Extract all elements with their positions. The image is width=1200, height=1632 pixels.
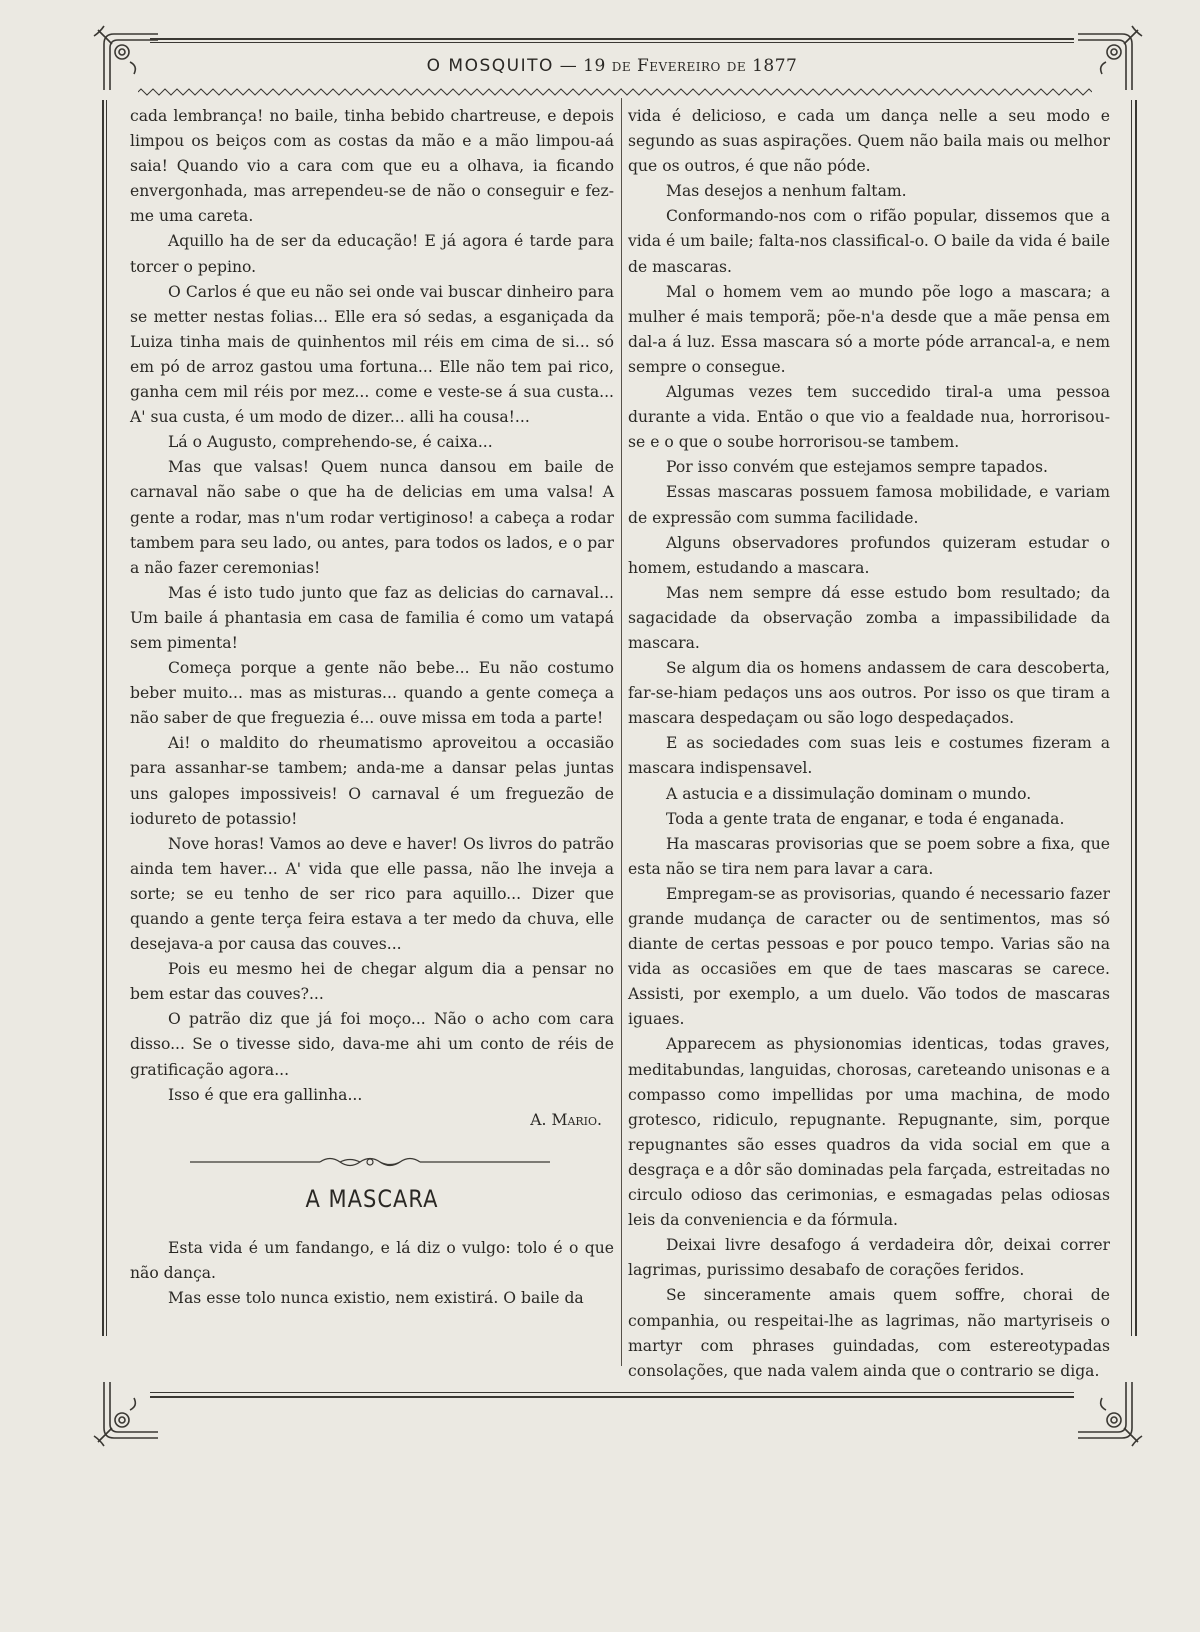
paragraph: Apparecem as physionomias identicas, todas graves, meditabundas, languidas, chorosas, careteando unisonas e a compasso como impellidas por uma machina, de modo grotesco, ridiculo, repugnante. Repugnante, sim, porque repugnantes são esses quadros da vida social em que a desgraça e a dôr são dominadas pela farçada, estreitadas no circulo odioso das cerimonias, e esmagadas pelas odiosas leis da conveniencia e da fórmula. xyxy=(628,1035,1110,1230)
border-left-inner xyxy=(106,100,107,1336)
paragraph: Toda a gente trata de enganar, e toda é enganada. xyxy=(666,809,1065,828)
paragraph: Lá o Augusto, comprehendo-se, é caixa... xyxy=(168,433,493,452)
paragraph: Alguns observadores profundos quizeram estudar o homem, estudando a mascara. xyxy=(628,533,1110,577)
border-right-inner xyxy=(1131,100,1132,1336)
paragraph: Ha mascaras provisorias que se poem sobre a fixa, que esta não se tira nem para lavar a cara. xyxy=(628,834,1110,878)
header-wavy-rule xyxy=(138,88,1092,96)
paragraph: Se sinceramente amais quem soffre, chorai de companhia, ou respeitai-lhe as lagrimas, não martyriseis o martyr com phrases guindadas, com estereotypadas consolações, que nada valem ainda que o contrario se diga. xyxy=(628,1286,1110,1380)
border-bottom xyxy=(150,1396,1074,1398)
border-left xyxy=(102,100,104,1336)
paragraph: Isso é que era gallinha... xyxy=(168,1085,363,1104)
masthead-title: O MOSQUITO xyxy=(426,56,554,76)
paragraph: O patrão diz que já foi moço... Não o acho com cara disso... Se o tivesse sido, dava-me ahi um conto de réis de gratificação agora... xyxy=(130,1010,614,1079)
corner-ornament-top-right xyxy=(1076,22,1146,92)
paragraph: E as sociedades com suas leis e costumes fizeram a mascara indispensavel. xyxy=(628,734,1110,778)
paragraph: Mal o homem vem ao mundo põe logo a mascara; a mulher é mais temporã; põe-n'a desde que a mãe pensa em dal-a á luz. Essa mascara só a morte póde arrancal-a, e nem sempre o consegue. xyxy=(628,282,1110,376)
paragraph: Conformando-nos com o rifão popular, dissemos que a vida é um baile; falta-nos classifical-o. O baile da vida é baile de mascaras. xyxy=(628,207,1110,276)
right-column xyxy=(628,104,1110,1384)
column-divider xyxy=(621,98,622,1366)
header-separator: — xyxy=(559,56,578,76)
header-date: de Fevereiro de 1877 xyxy=(611,56,798,76)
paragraph: Ai! o maldito do rheumatismo aproveitou a occasião para assanhar-se tambem; anda-me a dansar pelas juntas uns galopes impossiveis! O carnaval é um freguezão de iodureto de potassio! xyxy=(130,734,614,828)
paragraph: Deixai livre desafogo á verdadeira dôr, deixai correr lagrimas, purissimo desabafo de corações feridos. xyxy=(628,1236,1110,1280)
author-signature: A. Mario. xyxy=(530,1110,602,1129)
paragraph: Se algum dia os homens andassem de cara descoberta, far-se-hiam pedaços uns aos outros. Por isso os que tiram a mascara despedaçam ou são logo despedaçados. xyxy=(628,659,1110,728)
article-title: A MASCARA xyxy=(305,1184,439,1213)
paragraph: Mas nem sempre dá esse estudo bom resultado; da sagacidade da observação zomba a impassibilidade da mascara. xyxy=(628,583,1110,652)
border-top-inner xyxy=(150,42,1074,43)
article-paragraphs xyxy=(130,1236,614,1311)
paragraph: Aquillo ha de ser da educação! E já agora é tarde para torcer o pepino. xyxy=(130,232,614,276)
header-day: 19 xyxy=(583,56,606,76)
paragraph: Mas desejos a nenhum faltam. xyxy=(666,182,907,201)
paragraph: cada lembrança! no baile, tinha bebido chartreuse, e depois limpou os beiços com as costas da mão e a mão limpou-aá saia! Quando vio a cara com que eu a olhava, ia ficando envergonhada, mas arrependeu-se de não o conseguir e fez-me uma careta. xyxy=(130,107,614,226)
paragraph: O Carlos é que eu não sei onde vai buscar dinheiro para se metter nestas folias... Elle era só sedas, a esganiçada da Luiza tinha mais de quinhentos mil réis em cima de si... só em pó de arroz gastou uma fortuna... Elle não tem pai rico, ganha cem mil réis por mez... come e veste-se á sua custa... A' sua custa, é um modo de dizer... alli ha cousa!... xyxy=(130,282,614,427)
right-paragraphs xyxy=(628,104,1110,1384)
paragraph: Esta vida é um fandango, e lá diz o vulgo: tolo é o que não dança. xyxy=(130,1238,614,1283)
left-column xyxy=(130,104,614,1311)
border-bottom-inner xyxy=(150,1392,1074,1393)
corner-ornament-bottom-left xyxy=(90,1380,160,1450)
paragraph: A astucia e a dissimulação dominam o mundo. xyxy=(666,784,1032,803)
paragraph: Começa porque a gente não bebe... Eu não costumo beber muito... mas as misturas... quando a gente começa a não saber de que freguezia é... ouve missa em toda a parte! xyxy=(130,659,614,728)
paragraph: Mas que valsas! Quem nunca dansou em baile de carnaval não sabe o que ha de delicias em uma valsa! A gente a rodar, mas n'um rodar vertiginoso! a cabeça a rodar tambem para seu lado, ou antes, para todos os lados, e o par a não fazer ceremonias! xyxy=(130,458,614,577)
section-ornament xyxy=(130,1133,614,1183)
paragraph: Mas é isto tudo junto que faz as delicias do carnaval... Um baile á phantasia em casa de familia é como um vatapá sem pimenta! xyxy=(130,583,614,652)
paragraph: Essas mascaras possuem famosa mobilidade, e variam de expressão com summa facilidade. xyxy=(628,483,1110,527)
border-right xyxy=(1135,100,1137,1336)
border-top xyxy=(150,38,1074,40)
paragraph: Por isso convém que estejamos sempre tapados. xyxy=(666,458,1048,477)
page-header xyxy=(150,56,1074,76)
paragraph: vida é delicioso, e cada um dança nelle a seu modo e segundo as suas aspirações. Quem não baila mais ou melhor que os outros, é que não póde. xyxy=(628,107,1110,176)
paragraph: Mas esse tolo nunca existio, nem existirá. O baile da xyxy=(168,1289,584,1308)
paragraph: Algumas vezes tem succedido tiral-a uma pessoa durante a vida. Então o que vio a fealdade nua, horrorisou-se e o que o soube horrorisou-se tambem. xyxy=(628,383,1110,452)
paragraph: Pois eu mesmo hei de chegar algum dia a pensar no bem estar das couves?... xyxy=(130,960,614,1004)
left-paragraphs xyxy=(130,104,614,1108)
corner-ornament-bottom-right xyxy=(1076,1380,1146,1450)
paragraph: Nove horas! Vamos ao deve e haver! Os livros do patrão ainda tem haver... A' vida que elle passa, não lhe inveja a sorte; se eu tenho de ser rico para aquillo... Dizer que quando a gente terça feira estava a ter medo da chuva, elle desejava-a por causa das couves... xyxy=(130,834,614,954)
paragraph: Empregam-se as provisorias, quando é necessario fazer grande mudança de caracter ou de sentimentos, mas só diante de certas pessoas e por pouco tempo. Varias são na vida as occasiões em que de taes mascaras se carece. Assisti, por exemplo, a um duelo. Vão todos de mascaras iguaes. xyxy=(628,884,1110,1029)
